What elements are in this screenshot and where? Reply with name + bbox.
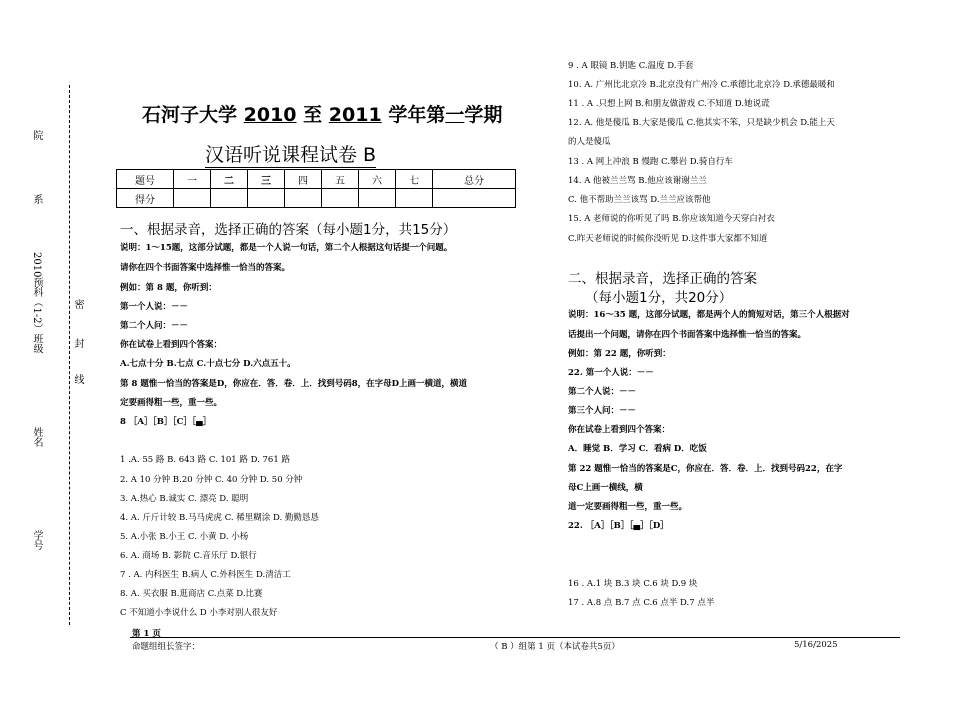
- question-item: 4. A. 斤斤计较 B.马马虎虎 C. 稀里糊涂 D. 勤勤恳恳: [120, 513, 319, 523]
- section1-instruction: 请你在四个书面答案中选择惟一恰当的答案。: [120, 263, 291, 273]
- section1-instruction: 第 8 题惟一恰当的答案是D，你应在．答．卷．上．找到号码8，在字母D上画一横道，横道: [120, 379, 467, 389]
- section2-instruction: 说明：16～35 题，这部分试题，都是两个人的简短对话，第三个人根据对: [568, 310, 850, 320]
- question-item: 16 . A.1 块 B.3 块 C.6 块 D.9 块: [568, 579, 698, 589]
- section2-instruction: 母C上画一横线，横: [568, 483, 643, 493]
- seal-mi: 密: [72, 299, 83, 309]
- side-label-yuan: 院: [31, 130, 42, 140]
- section1-instruction: 第二个人问：－－: [120, 321, 189, 331]
- section2-instruction: 例如：第 22 题，你听到：: [568, 349, 671, 359]
- side-label-class: 2010预科（1-2）班级: [31, 252, 42, 354]
- question-item: C 不知道小李说什么 D 小李对别人很友好: [120, 608, 278, 618]
- score-table-score-row: 得分: [117, 189, 516, 208]
- question-item: 14. A 他被兰兰骂 B.他应该谢谢兰兰: [568, 176, 707, 186]
- question-item: 9 . A 眼镜 B.钥匙 C.温度 D.手套: [568, 61, 694, 71]
- question-item: C. 他不帮助兰兰该骂 D.兰兰应该帮他: [568, 195, 711, 205]
- section2-heading: 二、根据录音，选择正确的答案: [568, 271, 757, 287]
- year-end: 2011: [328, 104, 382, 126]
- section2-instruction: 话提出一个问题，请你在四个书面答案中选择惟一恰当的答案。: [568, 330, 807, 340]
- side-label-name: 姓名: [31, 427, 42, 447]
- question-item: 5. A.小张 B.小王 C. 小黄 D. 小杨: [120, 532, 249, 542]
- seal-feng: 封: [72, 338, 83, 348]
- footer-signature: 命题组组长签字：: [132, 642, 201, 652]
- section2-instruction: 第二个人说：－－: [568, 387, 637, 397]
- question-item: 2. A 10 分钟 B.20 分钟 C. 40 分钟 D. 50 分钟: [120, 475, 303, 485]
- section1-heading: 一、根据录音，选择正确的答案（每小题1分，共15分）: [120, 222, 457, 238]
- footer-center: （ B ）组第 1 页（本试卷共5页）: [490, 642, 620, 652]
- course-title: 汉语听说课程试卷 B: [205, 140, 376, 168]
- section1-instruction: 例如：第 8 题，你听到：: [120, 283, 217, 293]
- section2-subheading: （每小题1分，共20分）: [585, 290, 733, 306]
- question-item: 的人是傻瓜: [568, 137, 611, 147]
- score-table: [116, 169, 516, 208]
- section1-instruction: A.七点十分 B.七点 C.十点七分 D.六点五十。: [120, 359, 296, 369]
- side-label-xi: 系: [31, 194, 42, 204]
- section2-instruction: 第 22 题惟一恰当的答案是C，你应在．答．卷．上．找到号码22，在字: [568, 464, 843, 474]
- year-start: 2010: [243, 104, 297, 126]
- section2-instruction: A．睡觉 B．学习 C．看病 D．吃饭: [568, 444, 707, 454]
- question-item: 1 .A. 55 路 B. 643 路 C. 101 路 D. 761 路: [120, 455, 290, 465]
- section1-instruction: 你在试卷上看到四个答案：: [120, 340, 223, 350]
- section1-instruction: 第一个人说：－－: [120, 302, 189, 312]
- question-item: 15. A 老师说的你听见了吗 B.你应该知道今天穿白衬衣: [568, 214, 775, 224]
- section2-instruction: 第三个人问：－－: [568, 406, 637, 416]
- section2-instruction: 22. 第一个人说：－－: [568, 368, 654, 378]
- page-number: 第 1 页: [132, 629, 161, 639]
- footer-rule: [130, 637, 900, 638]
- question-item: 7 . A. 内科医生 B.病人 C.外科医生 D.清洁工: [120, 570, 291, 580]
- section2-answer-example: 22. ［A］［B］［▄］［D］: [568, 521, 669, 531]
- section2-instruction: 你在试卷上看到四个答案：: [568, 425, 671, 435]
- section2-instruction: 道一定要画得粗一些，重一些。: [568, 502, 688, 512]
- question-item: 11 . A .只想上网 B.和朋友做游戏 C.不知道 D.她说谎: [568, 99, 770, 109]
- question-item: 3. A.热心 B.诚实 C. 漂亮 D. 聪明: [120, 494, 249, 504]
- exam-title: 石河子大学 2010 至 2011 学年第一学期: [142, 104, 503, 126]
- seal-dashed-line: [69, 85, 70, 625]
- question-item: 10. A. 广州比北京冷 B.北京没有广州冷 C.承德比北京冷 D.承德最暖和: [568, 80, 835, 90]
- question-item: 13 . A 网上冲浪 B 慢跑 C.攀岩 D.骑自行车: [568, 157, 733, 167]
- side-label-student-id: 学号: [31, 530, 42, 550]
- question-item: 6. A. 商场 B. 影院 C.音乐厅 D.银行: [120, 551, 257, 561]
- seal-xian: 线: [72, 374, 83, 384]
- section1-instruction: 说明：1～15题，这部分试题，都是一个人说一句话，第二个人根据这句话提一个问题。: [120, 243, 453, 253]
- section1-instruction: 定要画得粗一些，重一些。: [120, 398, 223, 408]
- score-table-header-row: 题号 一 二 三 四 五 六 七 总分: [117, 170, 516, 189]
- question-item: 12. A. 他是傻瓜 B.大家是傻瓜 C.他其实不笨，只是缺少机会 D.能上天: [568, 118, 835, 128]
- question-item: 8. A. 买衣服 B.逛商店 C.点菜 D.比赛: [120, 589, 263, 599]
- footer-date: 5/16/2025: [794, 640, 838, 650]
- section1-answer-example: 8 ［A］［B］［C］［▄］: [120, 417, 212, 427]
- question-item: C.昨天老师说的时候你没听见 D.这件事大家都不知道: [568, 234, 768, 244]
- question-item: 17 . A.8 点 B.7 点 C.6 点半 D.7 点半: [568, 598, 715, 608]
